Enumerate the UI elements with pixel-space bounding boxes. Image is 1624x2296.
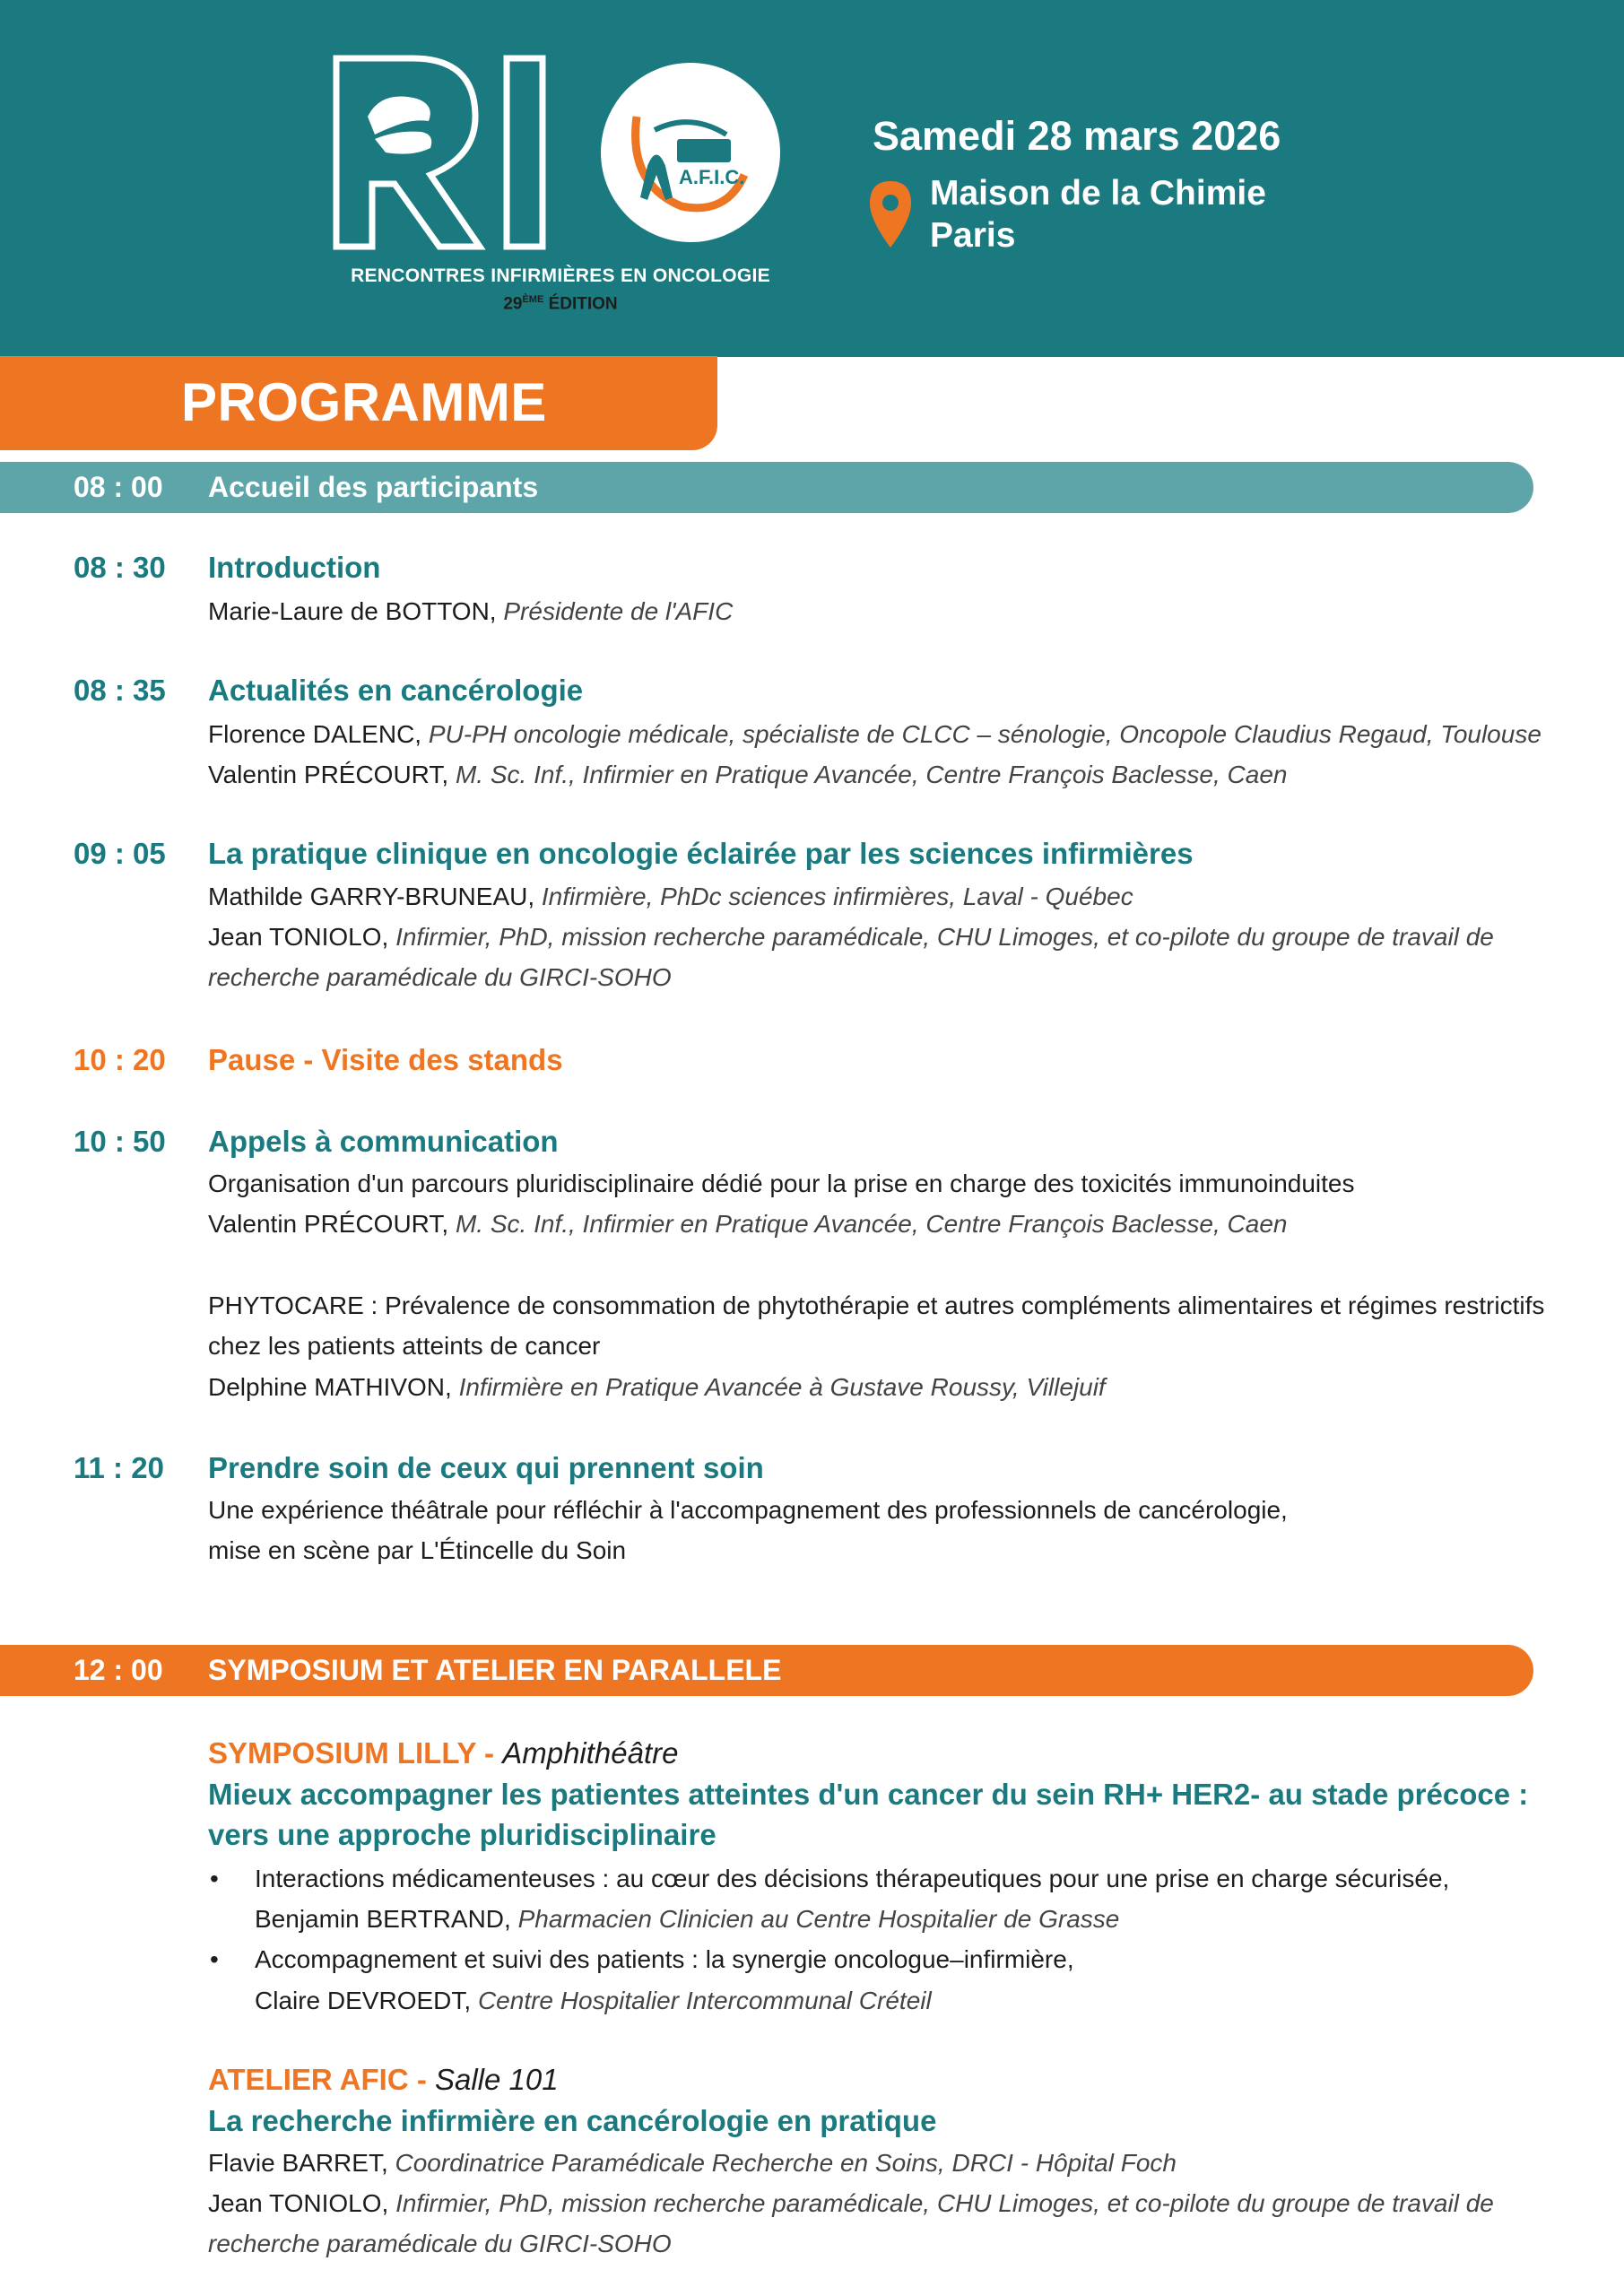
speaker-line (255, 1905, 1119, 1934)
speaker-role: Infirmier, PhD, mission recherche paramédicale, CHU Limoges, et co-pilote du groupe de travail de (395, 923, 1494, 951)
speaker-line (208, 923, 1494, 952)
session-time: 08 : 30 (74, 551, 166, 584)
speaker-role: M. Sc. Inf., Infirmier en Pratique Avancée, Centre François Baclesse, Caen (455, 761, 1288, 788)
session-title: La pratique clinique en oncologie éclairée par les sciences infirmières (208, 837, 1194, 870)
speaker-name: Florence DALENC, (208, 720, 422, 748)
logo-edition: 29ÈME ÉDITION (503, 294, 618, 314)
talk-topic-cont: chez les patients atteints de cancer (208, 1332, 601, 1360)
speaker-name: Benjamin BERTRAND, (255, 1905, 511, 1933)
symposium-room: Amphithéâtre (502, 1736, 679, 1770)
speaker-name: Mathilde GARRY-BRUNEAU, (208, 883, 535, 910)
speaker-line (208, 720, 1541, 749)
speaker-name: Jean TONIOLO, (208, 923, 389, 951)
atelier-room: Salle 101 (434, 2063, 559, 2096)
speaker-role: recherche paramédicale du GIRCI-SOHO (208, 963, 672, 991)
session-title: Introduction (208, 551, 381, 584)
location-pin-icon (868, 179, 913, 251)
speaker-line (208, 2189, 1494, 2218)
welcome-label: Accueil des participants (208, 471, 539, 503)
speaker-role: Coordinatrice Paramédicale Recherche en Soins, DRCI - Hôpital Foch (395, 2149, 1177, 2177)
session-title: Actualités en cancérologie (208, 674, 584, 707)
speaker-role: M. Sc. Inf., Infirmier en Pratique Avancée, Centre François Baclesse, Caen (455, 1210, 1288, 1238)
atelier-title: La recherche infirmière en cancérologie en pratique (208, 2104, 937, 2137)
bullet-item: Accompagnement et suivi des patients : la synergie oncologue–infirmière, (255, 1945, 1074, 1973)
rio-logo (332, 49, 789, 265)
speaker-line (255, 1987, 932, 2015)
speaker-line (208, 883, 1133, 911)
speaker-line (208, 2149, 1177, 2178)
parallel-label: SYMPOSIUM ET ATELIER EN PARALLELE (208, 1654, 782, 1686)
hands-icon (368, 97, 431, 154)
session-title: Prendre soin de ceux qui prennent soin (208, 1451, 764, 1484)
session-time: 10 : 50 (74, 1125, 166, 1158)
speaker-role: Présidente de l'AFIC (503, 597, 734, 625)
bullet-dot: • (210, 1945, 219, 1973)
talk-topic: PHYTOCARE : Prévalence de consommation de phytothérapie et autres compléments alimentaires et régimes restrictifs (208, 1292, 1545, 1319)
event-date: Samedi 28 mars 2026 (873, 113, 1281, 159)
venue (930, 172, 1266, 257)
programme-title: PROGRAMME (181, 372, 547, 432)
atelier-header: ATELIER AFIC - Salle 101 (208, 2063, 559, 2096)
speaker-name: Valentin PRÉCOURT, (208, 761, 449, 788)
bullet-item: Interactions médicamenteuses : au cœur des décisions thérapeutiques pour une prise en charge sécurisée, (255, 1865, 1450, 1892)
parallel-time: 12 : 00 (74, 1654, 163, 1686)
speaker-name: Claire DEVROEDT, (255, 1987, 472, 2014)
speaker-line (208, 1210, 1288, 1239)
symposium-header: SYMPOSIUM LILLY - Amphithéâtre (208, 1736, 679, 1770)
afic-symbols-icon (677, 139, 731, 162)
speaker-role: Infirmière en Pratique Avancée à Gustave Roussy, Villejuif (458, 1373, 1106, 1401)
speaker-name: Flavie BARRET, (208, 2149, 388, 2177)
session-time: 08 : 35 (74, 674, 166, 707)
speaker-role: PU-PH oncologie médicale, spécialiste de CLCC – sénologie, Oncopole Claudius Regaud, Toulouse (428, 720, 1541, 748)
venue-name: Maison de la Chimie (930, 174, 1266, 213)
session-description: Une expérience théâtrale pour réfléchir à l'accompagnement des professionnels de cancérologie, (208, 1496, 1288, 1524)
speaker-role: recherche paramédicale du GIRCI-SOHO (208, 2230, 672, 2257)
speaker-line-cont (208, 963, 672, 992)
speaker-role: Infirmière, PhDc sciences infirmières, Laval - Québec (541, 883, 1133, 910)
speaker-name: Valentin PRÉCOURT, (208, 1210, 449, 1238)
talk-topic: Organisation d'un parcours pluridisciplinaire dédié pour la prise en charge des toxicités immunoinduites (208, 1170, 1355, 1197)
speaker-line-cont (208, 2230, 672, 2258)
afic-logo-text: A.F.I.C. (679, 166, 745, 188)
speaker-name: Jean TONIOLO, (208, 2189, 389, 2217)
session-time: 11 : 20 (74, 1451, 164, 1484)
speaker-role: Infirmier, PhD, mission recherche paramédicale, CHU Limoges, et co-pilote du groupe de travail de (395, 2189, 1494, 2217)
symposium-title-cont: vers une approche pluridisciplinaire (208, 1818, 716, 1851)
session-time: 09 : 05 (74, 837, 166, 870)
bullet-dot: • (210, 1865, 219, 1892)
session-title: Pause - Visite des stands (208, 1043, 563, 1076)
logo-subtitle: RENCONTRES INFIRMIÈRES EN ONCOLOGIE (351, 265, 770, 286)
speaker-name: Delphine MATHIVON, (208, 1373, 452, 1401)
session-title: Appels à communication (208, 1125, 559, 1158)
session-description-cont: mise en scène par L'Étincelle du Soin (208, 1536, 627, 1564)
speaker-line (208, 597, 733, 626)
welcome-time: 08 : 00 (74, 471, 163, 503)
speaker-role: Centre Hospitalier Intercommunal Créteil (477, 1987, 932, 2014)
session-time: 10 : 20 (74, 1043, 166, 1076)
speaker-line (208, 761, 1288, 789)
speaker-line (208, 1373, 1106, 1402)
symposium-title: Mieux accompagner les patientes atteintes d'un cancer du sein RH+ HER2- au stade précoce : (208, 1778, 1529, 1811)
venue-city: Paris (930, 216, 1016, 255)
header-banner (0, 0, 1624, 357)
speaker-role: Pharmacien Clinicien au Centre Hospitalier de Grasse (517, 1905, 1120, 1933)
speaker-name: Marie-Laure de BOTTON, (208, 597, 497, 625)
